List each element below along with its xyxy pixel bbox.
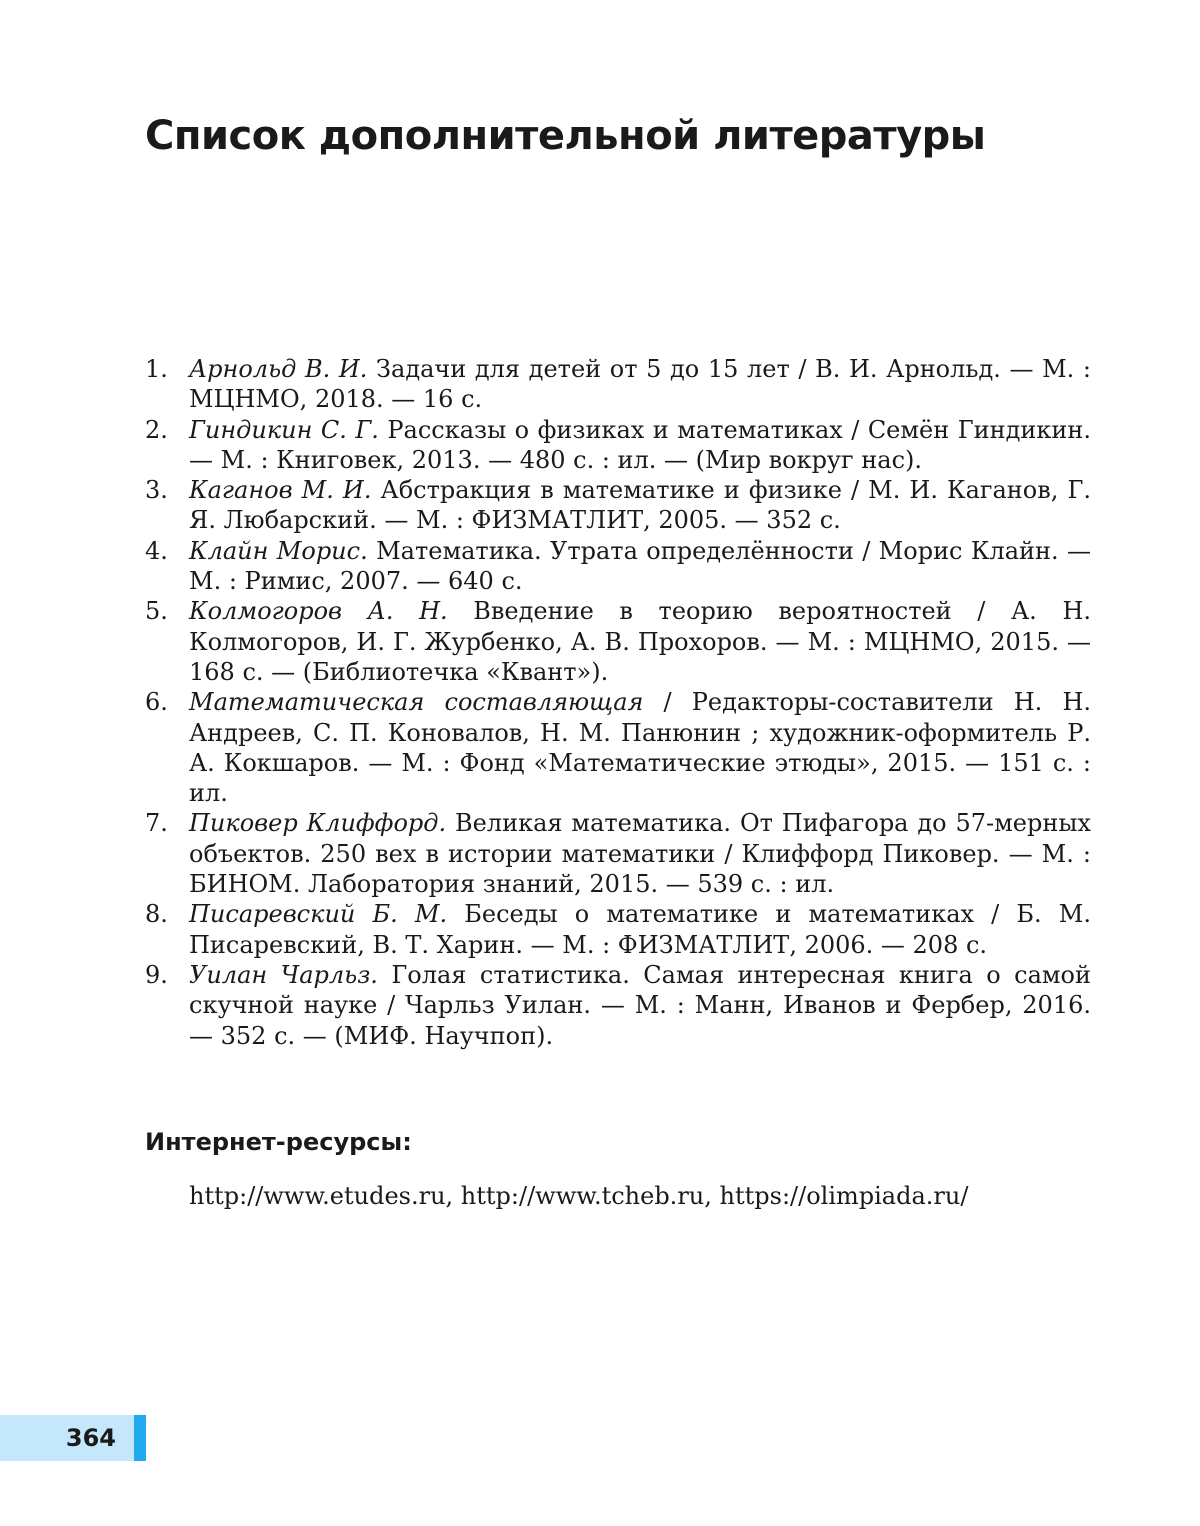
list-item (145, 536, 1091, 597)
list-item (145, 415, 1091, 476)
page-tab-accent-bar (134, 1415, 146, 1461)
list-item (145, 354, 1091, 415)
link-separator: , (704, 1182, 720, 1210)
item-author: Арнольд В. И. (189, 355, 368, 383)
link-separator: , (445, 1182, 461, 1210)
item-author: Уилан Чарльз. (189, 960, 378, 989)
list-item (145, 899, 1091, 960)
item-author: Клайн Морис. (189, 536, 368, 565)
item-number: 2. (145, 415, 168, 444)
item-author: Каганов М. И. (189, 476, 372, 505)
page-number: 364 (65, 1424, 116, 1452)
item-number: 9. (145, 960, 168, 989)
item-author: Математическая составляющая (189, 688, 644, 717)
item-text: Великая математика. От Пифагора до 57-мерных объектов. 250 вех в истории математики / Клиффорд Пиковер. — М. : БИНОМ. Лаборатория знаний, 2015. — 539 с. : ил. (189, 809, 1091, 899)
internet-resources-heading: Интернет-ресурсы: (145, 1128, 412, 1156)
item-text: Математика. Утрата определённости / Морис Клайн. — М. : Римис, 2007. — 640 с. (189, 536, 1091, 596)
item-text: Абстракция в математике и физике / М. И. Каганов, Г. Я. Любарский. — М. : ФИЗМАТЛИТ, 2005. — 352 с. (189, 476, 1091, 535)
item-author: Колмогоров А. Н. (189, 597, 448, 626)
list-item (145, 475, 1091, 536)
link-etudes[interactable]: http://www.etudes.ru (189, 1182, 446, 1210)
item-number: 1. (145, 355, 168, 383)
item-number: 6. (145, 688, 168, 717)
list-item (145, 596, 1091, 687)
item-text: Беседы о математике и математиках / Б. М. Писаревский, В. Т. Харин. — М. : ФИЗМАТЛИТ, 2006. — 208 с. (189, 900, 1092, 959)
item-number: 7. (145, 809, 168, 838)
list-item (145, 808, 1091, 899)
item-text: Задачи для детей от 5 до 15 лет / В. И. Арнольд. — М. : МЦНМО, 2018. — 16 с. (189, 355, 1092, 414)
item-number: 3. (145, 476, 168, 505)
internet-links (189, 1178, 968, 1214)
item-text: / Редакторы-составители Н. Н. Андреев, С. П. Коновалов, Н. М. Панюнин ; художник-оформитель Р. А. Кокшаров. — М. : Фонд «Математические этюды», 2015. — 151 с. : ил. (189, 688, 1091, 808)
bibliography-list (145, 354, 1091, 1051)
page-number-tab (0, 1415, 134, 1461)
list-item (145, 960, 1091, 1051)
item-text: Рассказы о физиках и математиках / Семён Гиндикин. — М. : Книговек, 2013. — 480 с. : ил. — (Мир вокруг нас). (189, 415, 1092, 474)
item-number: 5. (145, 597, 168, 626)
item-author: Писаревский Б. М. (189, 900, 448, 929)
page-title: Список дополнительной литературы (145, 113, 986, 159)
item-number: 8. (145, 900, 168, 929)
list-item (145, 687, 1091, 808)
item-number: 4. (145, 536, 168, 565)
item-text: Голая статистика. Самая интересная книга о самой скучной науке / Чарльз Уилан. — М. : Манн, Иванов и Фербер, 2016. — 352 с. — (МИФ. Научпоп). (189, 960, 1092, 1050)
item-text: Введение в теорию вероятностей / А. Н. Колмогоров, И. Г. Журбенко, А. В. Прохоров. — М. : МЦНМО, 2015. — 168 с. — (Библиотечка «Квант»). (189, 597, 1091, 686)
item-author: Гиндикин С. Г. (189, 415, 379, 444)
link-olimpiada[interactable]: https://olimpiada.ru/ (719, 1182, 969, 1210)
link-tcheb[interactable]: http://www.tcheb.ru (460, 1182, 705, 1210)
item-author: Пиковер Клиффорд. (189, 809, 447, 838)
